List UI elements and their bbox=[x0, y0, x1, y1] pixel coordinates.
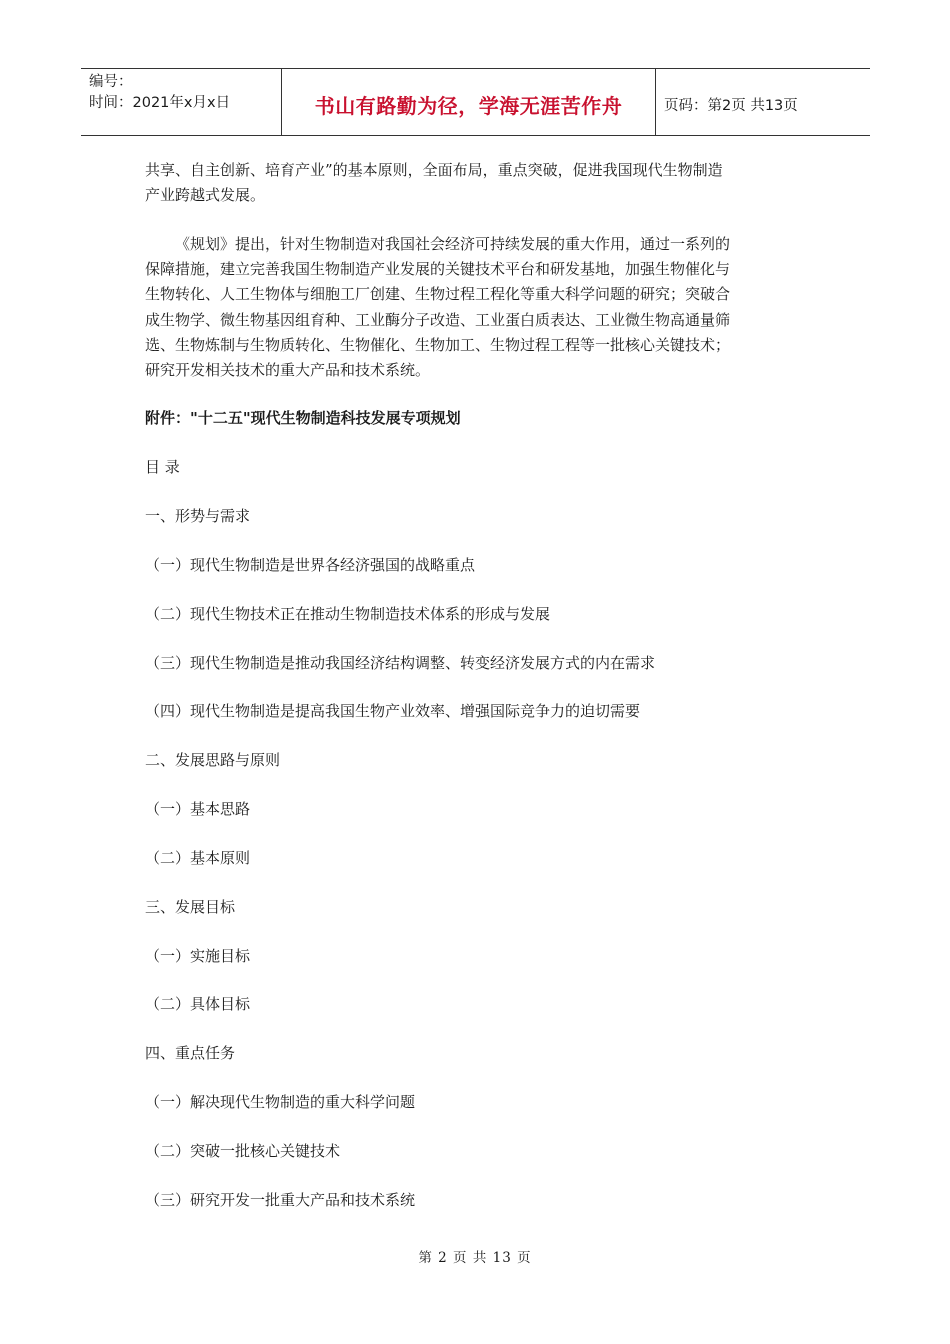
paragraph-1 bbox=[145, 158, 810, 208]
page-footer: 第 2 页 共 13 页 bbox=[418, 1250, 532, 1266]
toc-section: 一、形势与需求 bbox=[145, 507, 251, 525]
page-info: 页码：第2页 共13页 bbox=[664, 97, 798, 114]
toc-section: 二、发展思路与原则 bbox=[145, 751, 281, 769]
toc-subsection: （一）基本思路 bbox=[145, 800, 251, 818]
number-label: 编号： bbox=[89, 74, 133, 90]
toc-title: 目 录 bbox=[145, 458, 180, 476]
toc-subsection: （二）现代生物技术正在推动生物制造技术体系的形成与发展 bbox=[145, 605, 551, 623]
paragraph-line: 研究开发相关技术的重大产品和技术系统。 bbox=[145, 361, 431, 380]
toc-subsection: （一）实施目标 bbox=[145, 947, 251, 965]
header-motto-cell bbox=[282, 69, 656, 135]
toc-subsection: （二）基本原则 bbox=[145, 849, 251, 867]
toc-section: 三、发展目标 bbox=[145, 898, 236, 916]
paragraph-line: 选、生物炼制与生物质转化、生物催化、生物加工、生物过程工程等一批核心关键技术； bbox=[145, 335, 731, 354]
motto-text: 书山有路勤为径，学海无涯苦作舟 bbox=[314, 93, 623, 118]
toc-subsection: （三）现代生物制造是推动我国经济结构调整、转变经济发展方式的内在需求 bbox=[145, 654, 656, 672]
header-meta-cell bbox=[81, 69, 282, 135]
paragraph-line: 保障措施，建立完善我国生物制造产业发展的关键技术平台和研发基地，加强生物催化与 bbox=[145, 260, 731, 279]
paragraph-line: 共享、自主创新、培育产业”的基本原则，全面布局，重点突破，促进我国现代生物制造 bbox=[145, 161, 723, 179]
toc-subsection: （二）具体目标 bbox=[145, 995, 251, 1013]
paragraph-line: 生物转化、人工生物体与细胞工厂创建、生物过程工程化等重大科学问题的研究；突破合 bbox=[145, 285, 731, 304]
toc-subsection: （三）研究开发一批重大产品和技术系统 bbox=[145, 1191, 416, 1209]
toc-subsection: （四）现代生物制造是提高我国生物产业效率、增强国际竞争力的迫切需要 bbox=[145, 702, 641, 720]
date-label: 时间：2021年x月x日 bbox=[89, 95, 231, 111]
header-page-cell bbox=[656, 69, 870, 135]
paragraph-2 bbox=[145, 232, 810, 383]
toc-subsection: （二）突破一批核心关键技术 bbox=[145, 1142, 341, 1160]
toc-subsection: （一）现代生物制造是世界各经济强国的战略重点 bbox=[145, 556, 476, 574]
paragraph-line: 产业跨越式发展。 bbox=[145, 186, 266, 205]
toc-section: 四、重点任务 bbox=[145, 1044, 236, 1062]
attachment-title: 附件："十二五"现代生物制造科技发展专项规划 bbox=[145, 409, 461, 427]
document-header bbox=[81, 68, 870, 136]
paragraph-line: 《规划》提出，针对生物制造对我国社会经济可持续发展的重大作用，通过一系列的 bbox=[175, 235, 731, 253]
paragraph-line: 成生物学、微生物基因组育种、工业酶分子改造、工业蛋白质表达、工业微生物高通量筛 bbox=[145, 310, 731, 329]
toc-subsection: （一）解决现代生物制造的重大科学问题 bbox=[145, 1093, 416, 1111]
